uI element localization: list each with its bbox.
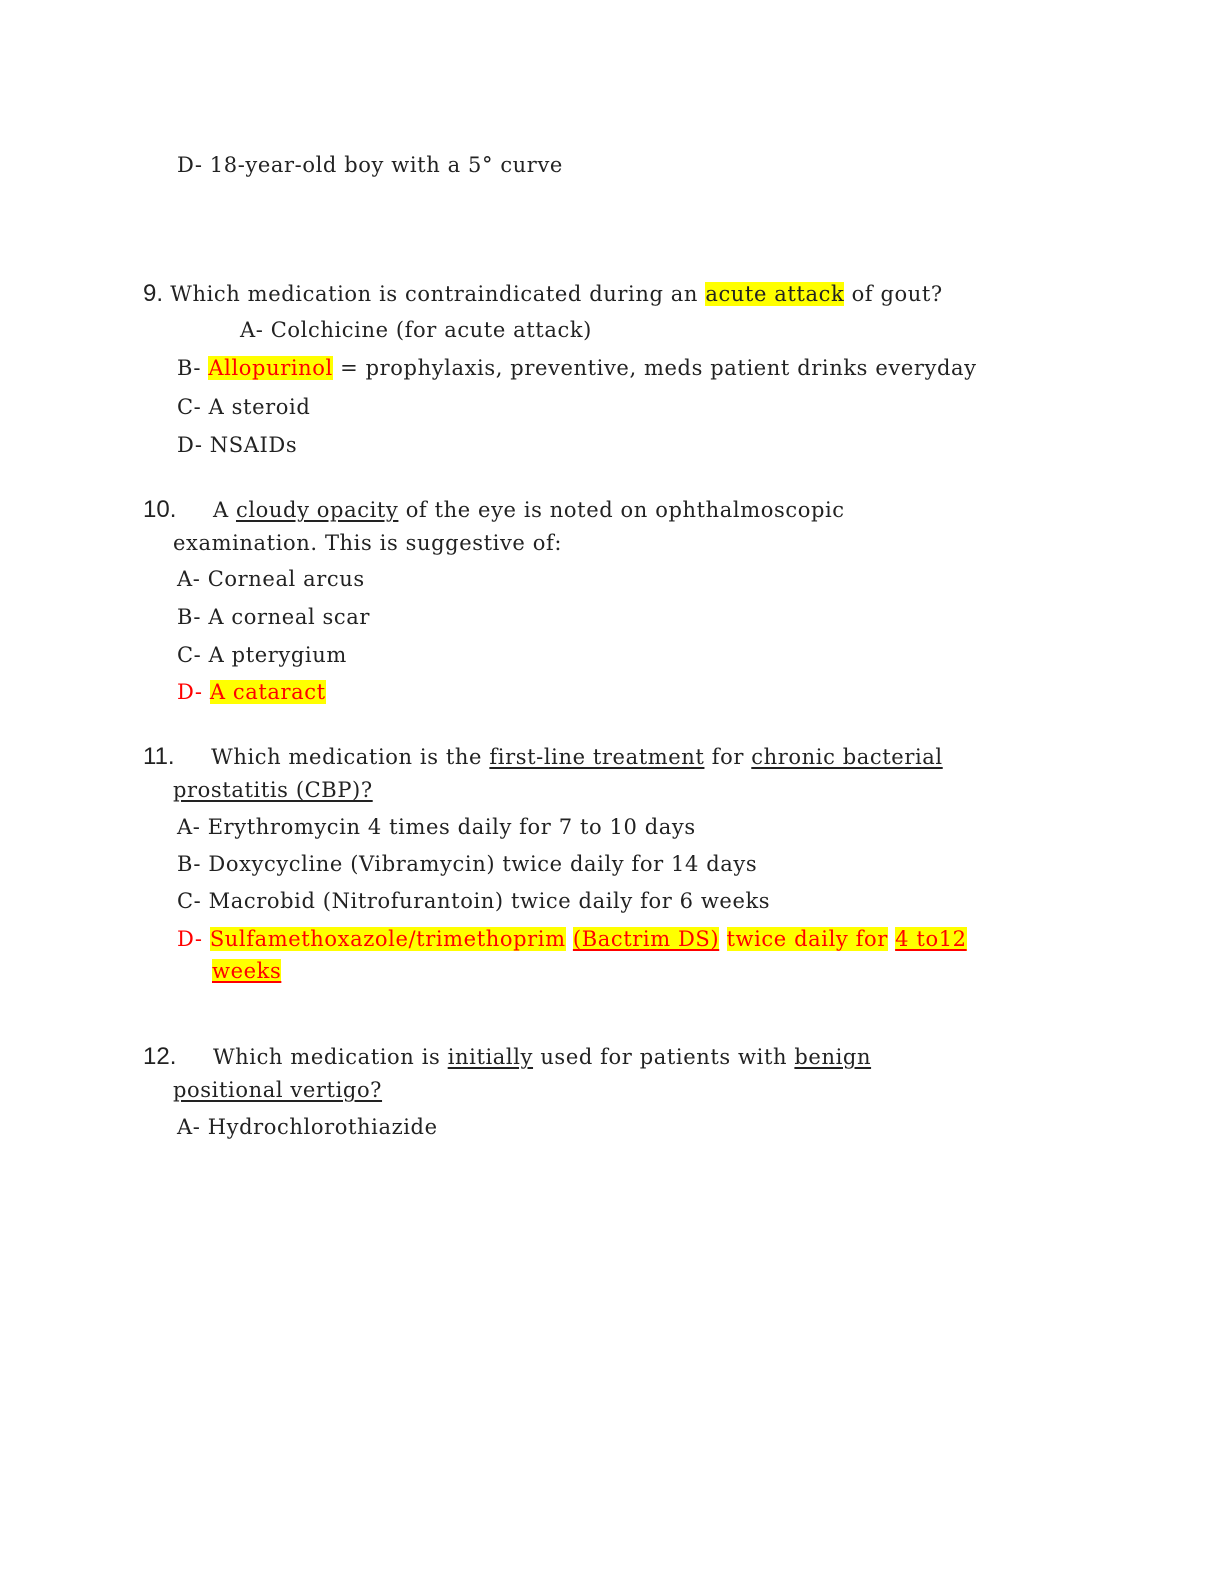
highlighted-phrase: acute attack [705, 282, 845, 306]
question-text: used for patients with [540, 1045, 788, 1069]
answer-highlight: A cataract [209, 680, 326, 704]
option-c: C- A pterygium [177, 643, 347, 667]
question-10-line2: examination. This is suggestive of: [173, 531, 563, 555]
answer-highlight: Allopurinol [208, 356, 333, 380]
underlined-phrase: benign [794, 1045, 872, 1069]
question-number: 12. [143, 1043, 177, 1070]
question-11 [143, 742, 943, 772]
option-d [177, 924, 967, 954]
underlined-phrase: initially [447, 1045, 534, 1069]
question-number: 11. [143, 743, 175, 770]
option-a: A- Colchicine (for acute attack) [240, 318, 592, 342]
answer-highlight-frequency: twice daily for [726, 927, 888, 951]
underlined-phrase: chronic bacterial [751, 745, 943, 769]
option-c: C- Macrobid (Nitrofurantoin) twice daily for 6 weeks [177, 889, 771, 913]
option-b [177, 353, 977, 383]
option-b: B- A corneal scar [177, 605, 371, 629]
prev-option-d: D- 18-year-old boy with a 5° curve [177, 153, 563, 177]
option-b: B- Doxycycline (Vibramycin) twice daily for 14 days [177, 852, 758, 876]
question-text: for [711, 745, 744, 769]
answer-highlight-weeks: weeks [212, 959, 282, 983]
question-text: Which medication is the [211, 745, 483, 769]
option-a: A- Hydrochlorothiazide [177, 1115, 438, 1139]
option-d [177, 677, 326, 707]
option-d-line2 [212, 956, 281, 986]
underlined-phrase: first-line treatment [489, 745, 705, 769]
question-text: Which medication is [212, 1045, 441, 1069]
option-prefix: B- [177, 356, 202, 380]
question-number: 9. [143, 280, 164, 307]
question-10 [143, 495, 845, 525]
question-text: Which medication is contraindicated during an [170, 282, 699, 306]
option-note: = prophylaxis, preventive, meds patient drinks everyday [340, 356, 977, 380]
answer-highlight-duration: 4 to12 [895, 927, 967, 951]
question-text: of the eye is noted on ophthalmoscopic [405, 498, 845, 522]
underlined-phrase: cloudy opacity [235, 498, 399, 522]
question-11-line2: prostatitis (CBP)? [173, 778, 373, 802]
option-c: C- A steroid [177, 395, 311, 419]
question-text: of gout? [851, 282, 943, 306]
option-d: D- NSAIDs [177, 433, 298, 457]
question-9 [143, 279, 943, 309]
option-a: A- Corneal arcus [177, 567, 365, 591]
answer-highlight-brand: (Bactrim DS) [572, 927, 720, 951]
option-prefix: D- [177, 927, 203, 951]
answer-highlight-drug: Sulfamethoxazole/trimethoprim [209, 927, 566, 951]
question-12 [143, 1042, 871, 1072]
question-text: A [212, 498, 229, 522]
question-number: 10. [143, 496, 177, 523]
question-12-line2: positional vertigo? [173, 1078, 383, 1102]
option-prefix: D- [177, 680, 203, 704]
option-a: A- Erythromycin 4 times daily for 7 to 10 days [177, 815, 696, 839]
